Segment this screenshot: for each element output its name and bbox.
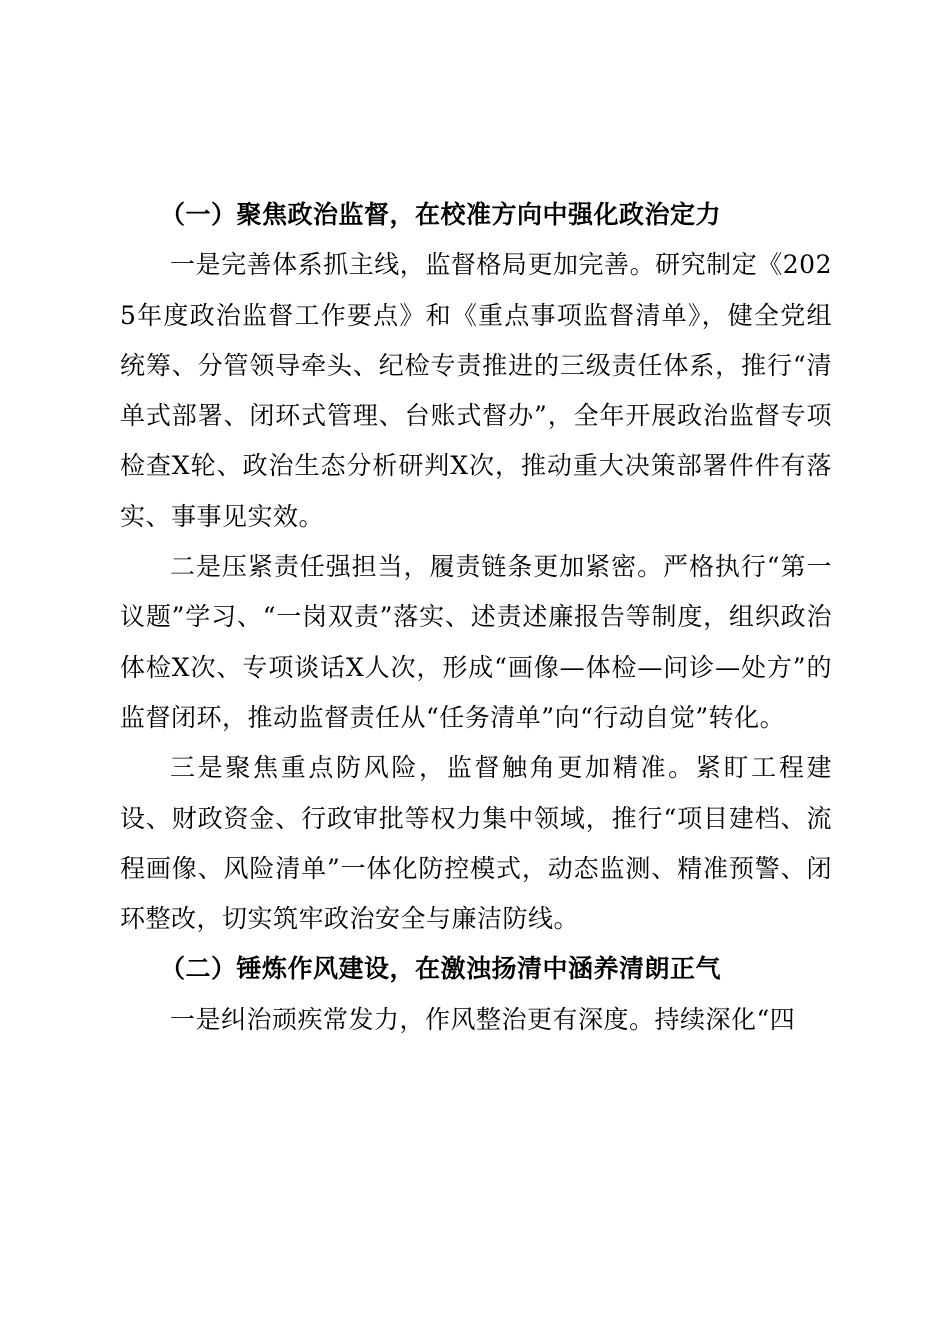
paragraph-1-3: 三是聚焦重点防风险，监督触角更加精准。紧盯工程建设、财政资金、行政审批等权力集中领域，推行“项目建档、流程画像、风险清单”一体化防控模式，动态监测、精准预警、闭环整改，切实筑牢政治安全与廉洁防线。 (120, 753, 832, 934)
paragraph-1-1: 一是完善体系抓主线，监督格局更加完善。研究制定《2025年度政治监督工作要点》和《重点事项监督清单》，健全党组统筹、分管领导牵头、纪检专责推进的三级责任体系，推行“清单式部署、闭环式管理、台账式督办”，全年开展政治监督专项检查X轮、政治生态分析研判X次，推动重大决策部署件件有落实、事事见实效。 (120, 250, 832, 531)
document-body (120, 190, 832, 1045)
paragraph-1-2: 二是压紧责任强担当，履责链条更加紧密。严格执行“第一议题”学习、“一岗双责”落实、述责述廉报告等制度，组织政治体检X次、专项谈话X人次，形成“画像—体检—问诊—处方”的监督闭环，推动监督责任从“任务清单”向“行动自觉”转化。 (120, 552, 832, 732)
paragraph-2-1: 一是纠治顽疾常发力，作风整治更有深度。持续深化“四 (170, 1004, 796, 1034)
section-heading-2: （二）锤炼作风建设，在激浊扬清中涵养清朗正气 (160, 954, 722, 984)
section-heading-1: （一）聚焦政治监督，在校准方向中强化政治定力 (160, 200, 722, 229)
